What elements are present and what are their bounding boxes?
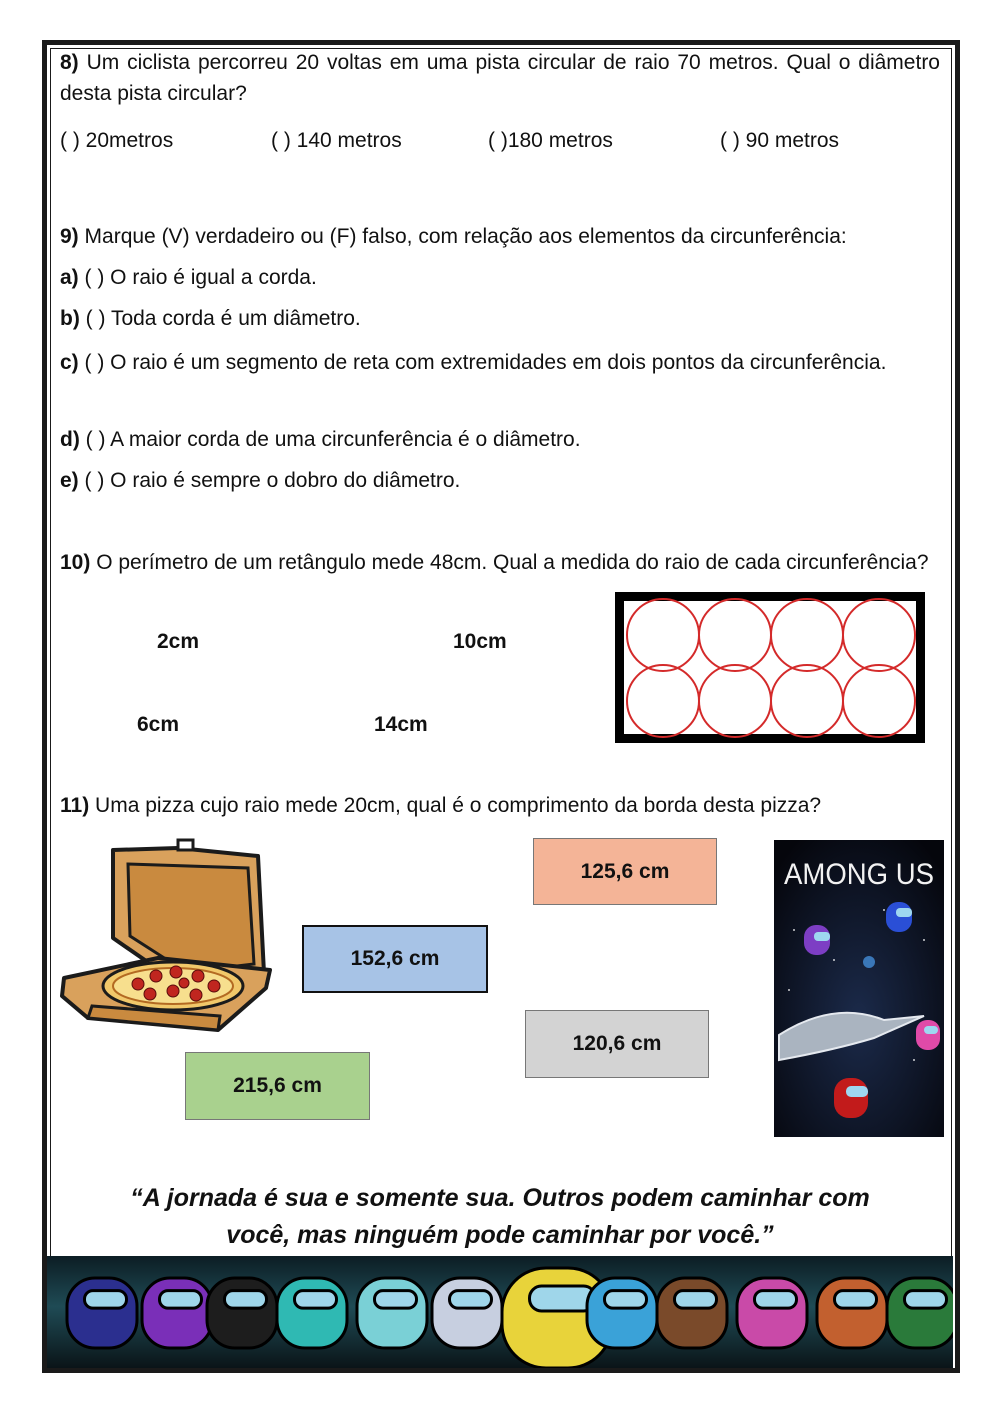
- question-text: O perímetro de um retângulo mede 48cm. Qual a medida do raio de cada circunferência?: [96, 551, 929, 574]
- among-us-poster: [774, 840, 944, 1137]
- crewmate-icon: [817, 1278, 887, 1348]
- crewmates-row: [47, 1256, 953, 1368]
- crewmate-purple-icon: [804, 925, 830, 955]
- option-90-metros[interactable]: ( ) 90 metros: [720, 129, 840, 152]
- answer-125-6-cm[interactable]: 125,6 cm: [533, 838, 717, 905]
- question-number: 11): [60, 794, 90, 817]
- crewmate-icon: [737, 1278, 807, 1348]
- statement-text: ( ) O raio é sempre o dobro do diâmetro.: [84, 469, 461, 492]
- planet-icon: [863, 956, 875, 968]
- crewmate-icon: [207, 1278, 277, 1348]
- statement-letter: b): [60, 307, 80, 330]
- question-number: 10): [60, 551, 91, 574]
- crewmate-icon: [67, 1278, 137, 1348]
- option-140-metros[interactable]: ( ) 140 metros: [271, 129, 402, 152]
- crewmate-pink-icon: [916, 1020, 940, 1050]
- statement-text: ( ) O raio é um segmento de reta com extremidades em dois pontos da circunferência.: [84, 351, 887, 374]
- statement-letter: e): [60, 469, 79, 492]
- statement-letter: a): [60, 266, 79, 289]
- crewmate-red-icon: [834, 1078, 868, 1118]
- question-text: Marque (V) verdadeiro ou (F) falso, com relação aos elementos da circunferência:: [84, 225, 847, 248]
- question-text: Um ciclista percorreu 20 voltas em uma pista circular de raio 70 metros. Qual o diâmetro desta pista circular?: [60, 51, 940, 105]
- statement-d[interactable]: [60, 424, 940, 455]
- answer-10cm[interactable]: 10cm: [453, 630, 507, 653]
- question-10: [60, 547, 940, 578]
- crewmate-icon: [142, 1278, 212, 1348]
- pizza-box-illustration: [58, 838, 274, 1038]
- poster-title: AMONG US: [784, 858, 934, 891]
- statement-text: ( ) A maior corda de uma circunferência é o diâmetro.: [85, 428, 581, 451]
- crewmates-banner: [47, 1256, 953, 1368]
- answer-6cm[interactable]: 6cm: [137, 713, 180, 736]
- answer-215-6-cm[interactable]: 215,6 cm: [185, 1052, 370, 1120]
- crewmate-icon: [432, 1278, 502, 1348]
- statement-b[interactable]: [60, 303, 940, 334]
- crewmate-icon: [587, 1278, 657, 1348]
- rectangle-with-circles-figure: [615, 592, 925, 743]
- statement-text: ( ) Toda corda é um diâmetro.: [85, 307, 361, 330]
- option-180-metros[interactable]: ( )180 metros: [488, 129, 613, 152]
- rectangle-outline: [620, 597, 921, 739]
- answer-14cm[interactable]: 14cm: [374, 713, 428, 736]
- crewmate-icon: [277, 1278, 347, 1348]
- crewmate-icon: [357, 1278, 427, 1348]
- crewmate-icon: [657, 1278, 727, 1348]
- statement-a[interactable]: [60, 262, 940, 293]
- poster-artwork: [774, 840, 944, 1137]
- option-20metros[interactable]: ( ) 20metros: [60, 129, 174, 152]
- answer-120-6-cm[interactable]: 120,6 cm: [525, 1010, 709, 1078]
- statement-text: ( ) O raio é igual a corda.: [84, 266, 317, 289]
- question-text: Uma pizza cujo raio mede 20cm, qual é o comprimento da borda desta pizza?: [95, 794, 822, 817]
- question-11: [60, 790, 950, 821]
- question-9: [60, 221, 950, 252]
- answer-2cm[interactable]: 2cm: [157, 630, 200, 653]
- question-number: 8): [60, 51, 79, 74]
- question-number: 9): [60, 225, 79, 248]
- statement-e[interactable]: [60, 465, 940, 496]
- crewmate-icon: [887, 1278, 953, 1348]
- statement-letter: c): [60, 351, 79, 374]
- question-8: [60, 47, 940, 109]
- crewmate-blue-icon: [886, 902, 912, 932]
- quote-line-2: você, mas ninguém pode caminhar por você.”: [226, 1221, 774, 1249]
- answer-152-6-cm[interactable]: 152,6 cm: [302, 925, 488, 993]
- statement-c[interactable]: [60, 343, 940, 383]
- quote-line-1: “A jornada é sua e somente sua. Outros podem caminhar com: [130, 1184, 870, 1212]
- statement-letter: d): [60, 428, 80, 451]
